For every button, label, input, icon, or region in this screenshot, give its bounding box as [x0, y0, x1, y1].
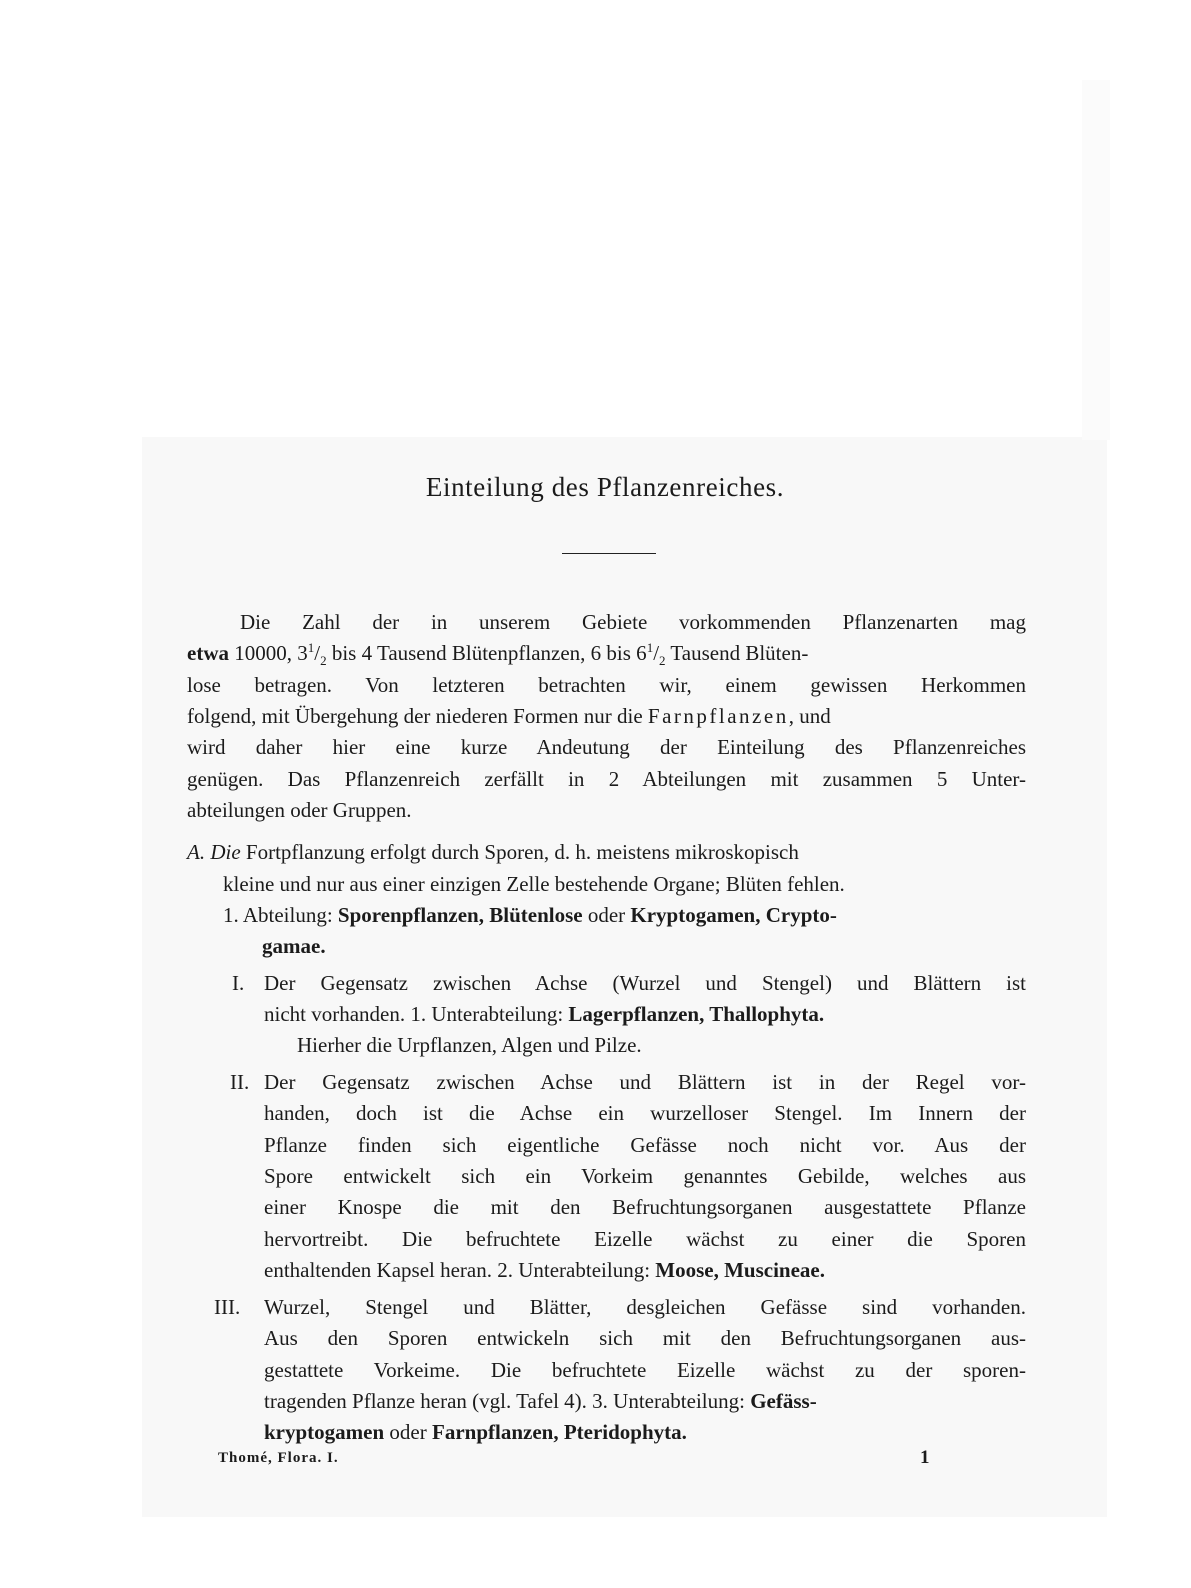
intro-line-5: wird daher hier eine kurze Andeutung der Einteilung des Pflanzenreiches: [187, 735, 1026, 759]
page-title: Einteilung des Pflanzenreiches.: [425, 472, 785, 502]
intro-line-6: genügen. Das Pflanzenreich zerfällt in 2 Abteilungen mit zusammen 5 Unter-: [187, 767, 1026, 791]
subsection-i-line-3: Hierher die Urpflanzen, Algen und Pilze.: [297, 1033, 642, 1057]
subsection-ii-line-1: Der Gegensatz zwischen Achse und Blättern ist in der Regel vor-: [264, 1070, 1026, 1094]
intro-line-1: Die Zahl der in unserem Gebiete vorkommenden Pflanzenarten mag: [240, 610, 1026, 634]
subsection-iii-label: III.: [214, 1295, 241, 1319]
intro-line-2: etwa 10000, $3^1/_2$ bis 4 Tausend Blütenpflanzen, 6 bis $6^1/_2$ Tausend Blüten-: [187, 640, 809, 669]
subsection-ii-line-6: hervortreibt. Die befruchtete Eizelle wächst zu einer die Sporen: [264, 1227, 1026, 1251]
subsection-ii-label: II.: [230, 1070, 250, 1094]
subsection-ii-line-7: enthaltenden Kapsel heran. 2. Unterabteilung: Moose, Muscineae.: [264, 1258, 825, 1282]
section-a-line-2: kleine und nur aus einer einzigen Zelle bestehende Organe; Blüten fehlen.: [223, 872, 845, 896]
title-divider: [562, 553, 656, 554]
subsection-iii-line-2: Aus den Sporen entwickeln sich mit den Befruchtungsorganen aus-: [264, 1326, 1026, 1350]
intro-line-7: abteilungen oder Gruppen.: [187, 798, 412, 822]
subsection-ii-line-4: Spore entwickelt sich ein Vorkeim genanntes Gebilde, welches aus: [264, 1164, 1026, 1188]
division-1-heading-cont: gamae.: [262, 934, 326, 958]
subsection-iii-line-4: tragenden Pflanze heran (vgl. Tafel 4). 3. Unterabteilung: Gefäss-: [264, 1389, 817, 1413]
division-1-heading: 1. Abteilung: Sporenpflanzen, Blütenlose oder Kryptogamen, Crypto-: [223, 903, 837, 927]
subsection-ii-line-5: einer Knospe die mit den Befruchtungsorganen ausgestattete Pflanze: [264, 1195, 1026, 1219]
subsection-iii-line-3: gestattete Vorkeime. Die befruchtete Eizelle wächst zu der sporen-: [264, 1358, 1026, 1382]
section-a-line-1: A. Die Fortpflanzung erfolgt durch Sporen, d. h. meistens mikroskopisch: [187, 840, 799, 864]
subsection-iii-line-1: Wurzel, Stengel und Blätter, desgleichen Gefässe sind vorhanden.: [264, 1295, 1026, 1319]
page-number: 1: [920, 1447, 930, 1468]
subsection-i-line-1: Der Gegensatz zwischen Achse (Wurzel und Stengel) und Blättern ist: [264, 971, 1026, 995]
subsection-ii-line-2: handen, doch ist die Achse ein wurzelloser Stengel. Im Innern der: [264, 1101, 1026, 1125]
subsection-iii-line-5: kryptogamen oder Farnpflanzen, Pteridophyta.: [264, 1420, 687, 1444]
intro-line-4: folgend, mit Übergehung der niederen Formen nur die Farnpflanzen, und: [187, 704, 831, 728]
section-a-label: A.: [187, 840, 206, 864]
subsection-i-label: I.: [232, 971, 245, 995]
intro-line-3: lose betragen. Von letzteren betrachten wir, einem gewissen Herkommen: [187, 673, 1026, 697]
subsection-i-line-2: nicht vorhanden. 1. Unterabteilung: Lagerpflanzen, Thallophyta.: [264, 1002, 825, 1026]
footer-signature: Thomé, Flora. I.: [218, 1450, 339, 1466]
subsection-ii-line-3: Pflanze finden sich eigentliche Gefässe noch nicht vor. Aus der: [264, 1133, 1026, 1157]
scanned-page-edge: [1082, 80, 1110, 440]
